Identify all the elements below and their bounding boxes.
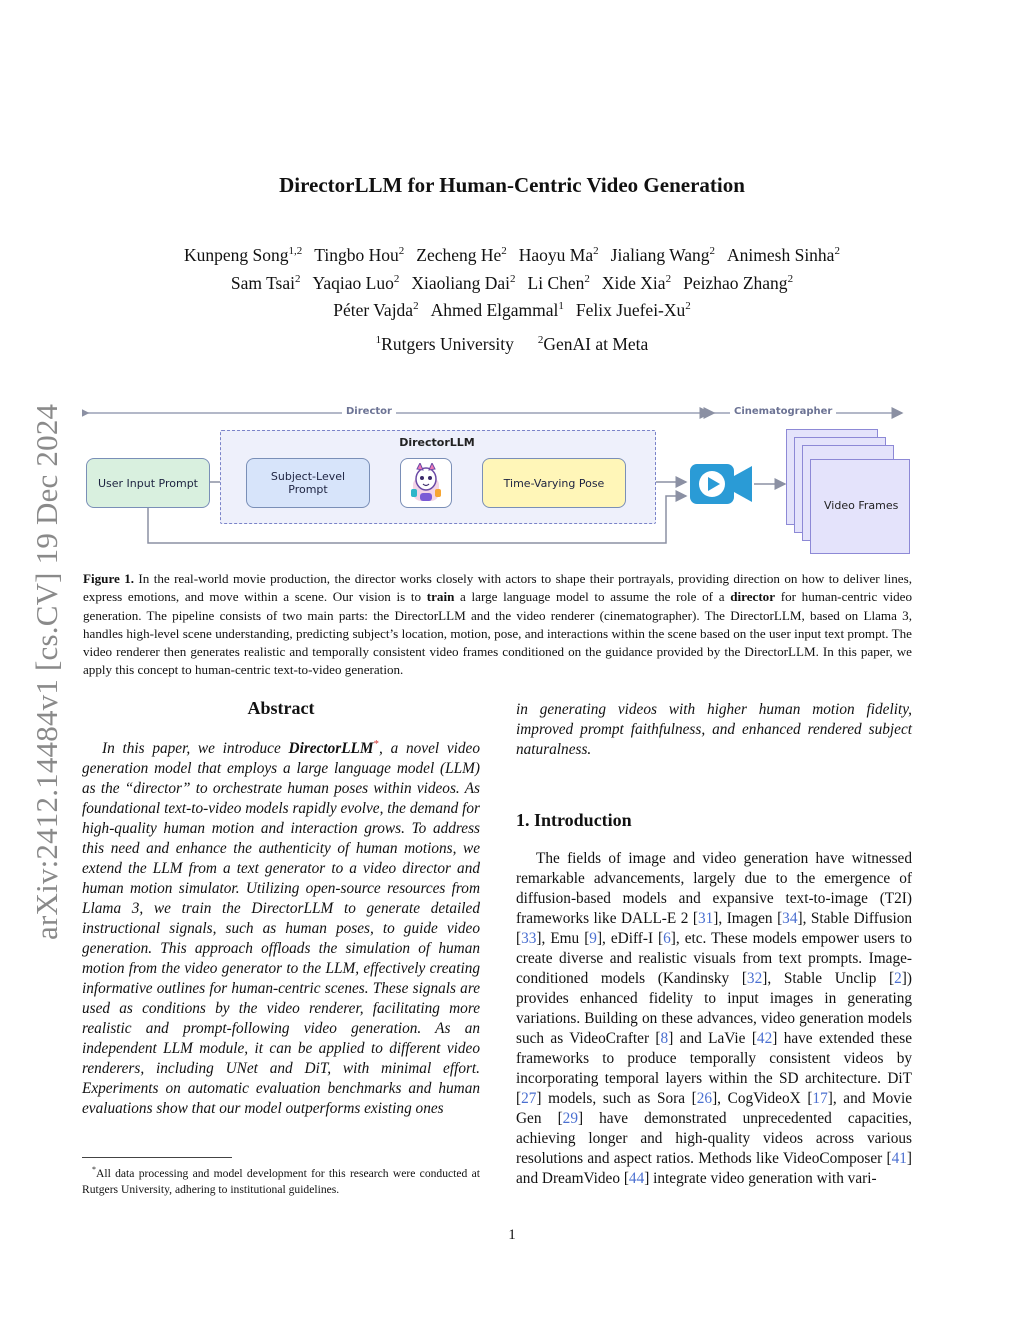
subject-level-line-1: Subject-Level bbox=[270, 470, 346, 483]
affiliation bbox=[376, 334, 514, 354]
abstract-text: , a novel video generation model that employs a large language model (LLM) as the “director” to orchestrate human poses within videos. As foundational text-to-video models rapidly evolve, the demand for high-quality human motion and interaction grows. To address this need and enhance the authenticity of human motions, we extend the LLM from a text generator to a video director and human motion simulator. Utilizing open-source resources from Llama 3, we train the DirectorLLM to generate detailed instructional signals, such as human poses, to guide video generation. This approach offloads the simulation of human motion from the video generator to the LLM, effectively creating informative outlines for human-centric scenes. These signals are used as conditions by the video renderer, facilitating more realistic and prompt-following video generation. As an independent LLM module, it can be applied to different video renderers, including UNet and DiT, with minimal effort. Experiments on automatic evaluation benchmarks and human evaluations show that our model outperforms existing ones bbox=[82, 740, 480, 1117]
author-affiliation-mark: 1 bbox=[558, 300, 564, 313]
affiliations bbox=[0, 334, 1024, 355]
author-affiliation-mark: 2 bbox=[787, 272, 794, 285]
author-name: Felix Juefei-Xu$^2$ bbox=[575, 300, 691, 321]
arxiv-identifier: arXiv:2412.14484v1 [cs.CV] 19 Dec 2024 bbox=[29, 403, 64, 940]
author-affiliation-mark: 2 bbox=[510, 272, 516, 285]
author-affiliation-mark: 2 bbox=[393, 272, 400, 285]
citation-link[interactable]: 42 bbox=[756, 1030, 773, 1047]
caption-text-1: In the real-world movie production, the director works closely with actors to shape their portrayals, providing direction on how to deliver lines, express emotions, and move within a scene. Our vision is to bbox=[83, 571, 912, 605]
footnote-text: All data processing and model development for this research were conducted at Rutgers University, adhering to institutional guidelines. bbox=[82, 1166, 480, 1196]
citation-link[interactable]: 26 bbox=[696, 1090, 713, 1107]
citation-link[interactable]: 31 bbox=[697, 910, 714, 927]
author-name: Kunpeng Song$^{1,2}$ bbox=[184, 244, 303, 265]
affiliation-name: Rutgers University bbox=[381, 334, 514, 354]
citation-link[interactable]: 34 bbox=[782, 910, 798, 927]
author-name: Sam Tsai$^2$ bbox=[230, 272, 301, 293]
author-name: Peizhao Zhang$^2$ bbox=[683, 272, 794, 293]
time-varying-pose-box bbox=[482, 458, 626, 508]
citation-link[interactable]: 6 bbox=[663, 930, 671, 947]
author-affiliation-mark: 2 bbox=[413, 300, 419, 313]
llama-model-box bbox=[400, 458, 452, 508]
citation-link[interactable]: 41 bbox=[891, 1150, 907, 1167]
introduction-heading: 1. Introduction bbox=[516, 810, 632, 830]
footnote-marker[interactable]: * bbox=[373, 737, 379, 750]
author-affiliation-mark: 2 bbox=[709, 245, 716, 257]
author-affiliation-mark: 2 bbox=[398, 245, 405, 257]
subject-level-prompt-box bbox=[246, 458, 370, 508]
author-name: Ahmed Elgammal$^1$ bbox=[430, 300, 564, 321]
author-name: Xide Xia$^2$ bbox=[601, 272, 672, 293]
citation-link[interactable]: 44 bbox=[628, 1170, 645, 1187]
author-name: Yaqiao Luo$^2$ bbox=[312, 272, 400, 293]
paper-title: DirectorLLM for Human-Centric Video Generation bbox=[279, 173, 745, 197]
citation-link[interactable]: 27 bbox=[521, 1090, 537, 1107]
author-name: Li Chen$^2$ bbox=[527, 272, 590, 293]
figure-caption bbox=[83, 570, 912, 680]
abstract-heading: Abstract bbox=[247, 698, 315, 718]
citation-link[interactable]: 33 bbox=[521, 930, 537, 947]
author-affiliation-mark: 2 bbox=[834, 245, 840, 257]
author-affiliation-mark: 2 bbox=[295, 272, 301, 285]
abstract-body bbox=[82, 739, 480, 1119]
author-name: Péter Vajda$^2$ bbox=[333, 300, 419, 321]
footnote bbox=[82, 1162, 480, 1198]
citation-link[interactable]: 8 bbox=[660, 1030, 669, 1047]
introduction-paragraph: The fields of image and video generation have witnessed remarkable advancements, largely due to the emergence of diffusion-based models and expansive text-to-image (T2I) frameworks like DALL-E 2 [31], Imagen [34], Stable Diffusion [33], Emu [9], eDiff-I [6], etc. These models empower users to create diverse and realistic visuals from text prompts. Image-conditioned models (Kandinsky [32], Stable Unclip [2]) provides enhanced fidelity to input images in generating variations. Building on these advances, video generation models such as VideoCrafter [8] and LaVie [42] have extended these frameworks to produce temporally consistent videos by incorporating temporal layers within the SD architecture. DiT [27] models, such as Sora [26], CogVideoX [17], and Movie Gen [29] have demonstrated unprecedented capacities, achieving longer and high-quality videos across various resolutions and aspect ratios. Methods like VideoComposer [41] and DreamVideo [44] integrate video generation with vari- bbox=[516, 850, 912, 1187]
author-affiliation-mark: 2 bbox=[593, 245, 599, 257]
affiliation-name: GenAI at Meta bbox=[543, 334, 649, 354]
llama-mascot-icon bbox=[407, 463, 445, 503]
user-input-prompt-box bbox=[86, 458, 210, 508]
caption-text-2: a large language model to assume the role of a bbox=[460, 589, 725, 605]
right-column bbox=[516, 700, 912, 1189]
subject-level-label bbox=[271, 470, 345, 496]
author-name: Tingbo Hou$^2$ bbox=[314, 244, 405, 265]
author-affiliation-mark: 1,2 bbox=[288, 245, 303, 257]
author-affiliation-mark: 2 bbox=[584, 272, 590, 285]
video-camera-icon bbox=[690, 464, 752, 504]
citation-link[interactable]: 2 bbox=[894, 970, 902, 987]
author-name: Xiaoliang Dai$^2$ bbox=[411, 272, 516, 293]
author-affiliation-mark: 2 bbox=[501, 245, 507, 257]
abstract-model-name: DirectorLLM bbox=[288, 740, 374, 757]
author-row-1 bbox=[0, 239, 1024, 267]
time-varying-pose-label: Time-Varying Pose bbox=[503, 476, 605, 490]
affiliation-mark: 1 bbox=[375, 334, 382, 347]
author-name: Animesh Sinha$^2$ bbox=[727, 244, 840, 265]
subject-level-line-2: Prompt bbox=[288, 483, 328, 496]
citation-link[interactable]: 32 bbox=[746, 970, 763, 987]
directorllm-label: DirectorLLM bbox=[399, 436, 475, 449]
figure-pipeline-diagram bbox=[82, 400, 912, 560]
citation-link[interactable]: 17 bbox=[812, 1090, 828, 1107]
affiliation bbox=[538, 334, 648, 354]
author-row-2 bbox=[0, 267, 1024, 295]
caption-label: Figure 1. bbox=[83, 571, 135, 586]
author-affiliation-mark: 2 bbox=[685, 300, 691, 313]
caption-bold-train: train bbox=[426, 589, 455, 605]
author-list bbox=[0, 239, 1024, 322]
left-column bbox=[82, 698, 480, 1119]
user-input-label: User Input Prompt bbox=[97, 476, 198, 490]
footnote-divider bbox=[82, 1157, 232, 1158]
citation-link[interactable]: 29 bbox=[562, 1110, 578, 1127]
author-row-3 bbox=[0, 295, 1024, 323]
page-number: 1 bbox=[508, 1227, 516, 1243]
author-name: Haoyu Ma$^2$ bbox=[518, 244, 599, 265]
abstract-continuation: in generating videos with higher human motion fidelity, improved prompt faithfulness, and enhanced rendered subject naturalness. bbox=[516, 701, 912, 758]
caption-bold-director: director bbox=[730, 589, 776, 605]
video-frames-label: Video Frames bbox=[824, 499, 899, 512]
author-name: Zecheng He$^2$ bbox=[416, 244, 507, 265]
abstract-intro: In this paper, we introduce bbox=[102, 740, 281, 757]
author-affiliation-mark: 2 bbox=[665, 272, 672, 285]
citation-link[interactable]: 9 bbox=[589, 930, 597, 947]
director-stage-label: Director bbox=[342, 406, 396, 417]
footnote-mark: * bbox=[92, 1165, 96, 1174]
cinematographer-stage-label: Cinematographer bbox=[730, 406, 836, 417]
caption-text-3: for human-centric video generation. The pipeline consists of two main parts: the DirectorLLM and the video renderer (cinematographer). The DirectorLLM, based on Llama 3, handles high-level scene understanding, predicting subject’s location, motion, pose, and interactions within the scene based on the user input text prompt. The video renderer then generates realistic and temporally consistent video frames conditioned on the guidance provided by the DirectorLLM. In this paper, we apply this concept to human-centric text-to-video generation. bbox=[83, 589, 913, 678]
affiliation-mark: 2 bbox=[537, 334, 544, 347]
author-name: Jialiang Wang$^2$ bbox=[610, 244, 716, 265]
